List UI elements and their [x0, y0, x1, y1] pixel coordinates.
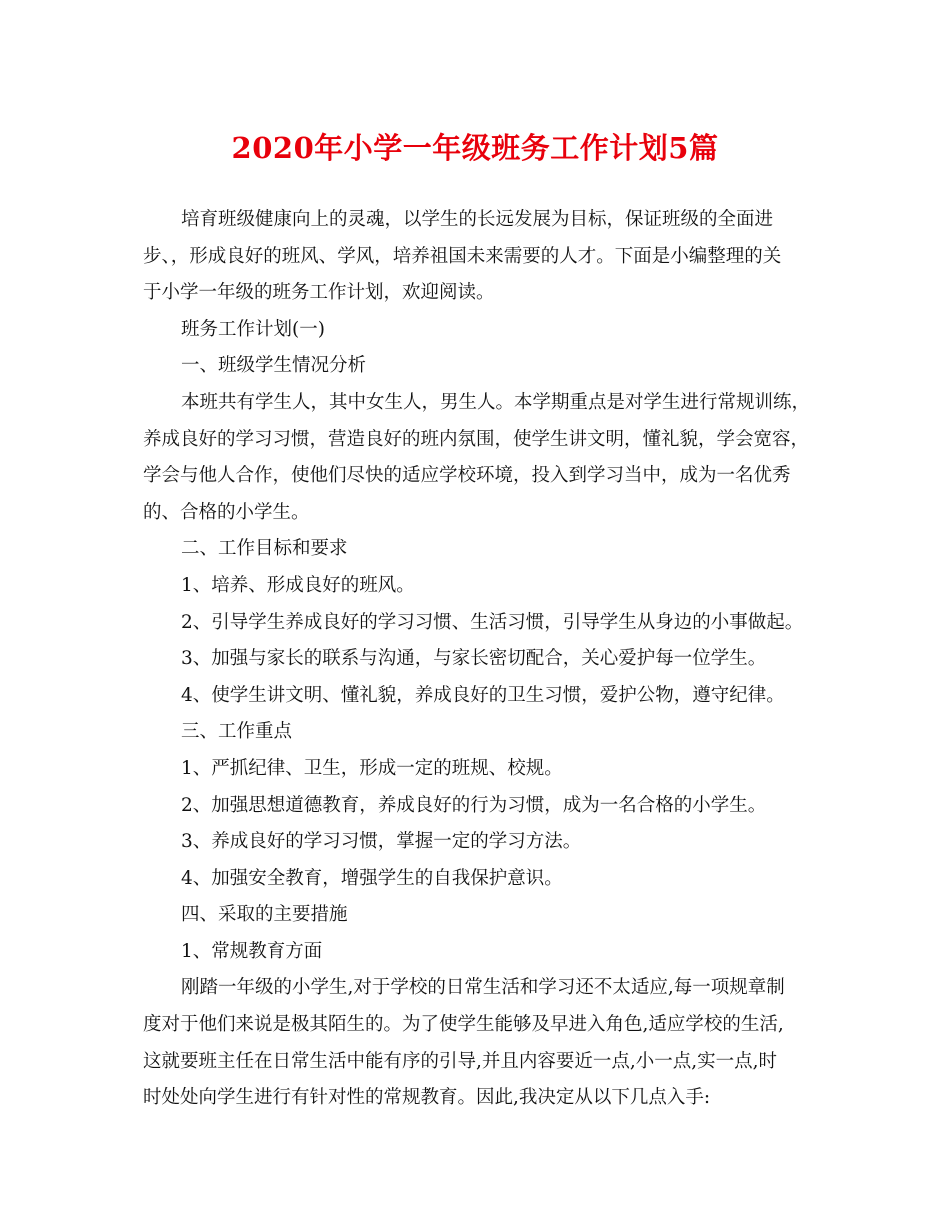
- body-line: 1、严抓纪律、卫生，形成一定的班规、校规。: [181, 757, 563, 779]
- body-line: 这就要班主任在日常生活中能有序的引导,并且内容要近一点,小一点,实一点,时: [143, 1050, 778, 1072]
- body-line: 本班共有学生人，其中女生人，男生人。本学期重点是对学生进行常规训练，: [181, 391, 811, 413]
- body-line: 4、加强安全教育，增强学生的自我保护意识。: [181, 867, 563, 889]
- body-line: 于小学一年级的班务工作计划，欢迎阅读。: [143, 282, 495, 304]
- body-line: 3、养成良好的学习习惯，掌握一定的学习方法。: [181, 831, 582, 853]
- body-line: 1、培养、形成良好的班风。: [181, 574, 415, 596]
- body-line: 时处处向学生进行有针对性的常规教育。因此,我决定从以下几点入手:: [143, 1087, 711, 1109]
- body-line: 度对于他们来说是极其陌生的。为了使学生能够及早进入角色,适应学校的生活,: [143, 1014, 784, 1036]
- body-line: 三、工作重点: [181, 721, 293, 743]
- body-line: 2、加强思想道德教育，养成良好的行为习惯，成为一名合格的小学生。: [181, 794, 767, 816]
- body-line: 3、加强与家长的联系与沟通，与家长密切配合，关心爱护每一位学生。: [181, 648, 767, 670]
- body-line: 步、，形成良好的班风、学风，培养祖国未来需要的人才。下面是小编整理的关: [143, 245, 782, 267]
- body-line: 班务工作计划(一): [181, 318, 325, 340]
- document-body: [143, 202, 811, 1117]
- body-line: 养成良好的学习习惯，营造良好的班内氛围，使学生讲文明，懂礼貌，学会宽容，: [143, 428, 810, 450]
- body-line: 二、工作目标和要求: [181, 538, 348, 560]
- document-title: 2020年小学一年级班务工作计划5篇: [231, 131, 719, 165]
- body-line: 2、引导学生养成良好的学习习惯、生活习惯，引导学生从身边的小事做起。: [181, 611, 804, 633]
- body-line: 1、常规教育方面: [181, 940, 323, 962]
- body-line: 学会与他人合作，使他们尽快的适应学校环境，投入到学习当中，成为一名优秀: [143, 465, 791, 487]
- body-line: 刚踏一年级的小学生,对于学校的日常生活和学习还不太适应,每一项规章制: [181, 977, 785, 999]
- body-line: 4、使学生讲文明、懂礼貌，养成良好的卫生习惯，爱护公物，遵守纪律。: [181, 684, 785, 706]
- body-line: 一、班级学生情况分析: [181, 355, 367, 377]
- body-line: 四、采取的主要措施: [181, 904, 348, 926]
- body-line: 的、合格的小学生。: [143, 501, 310, 523]
- body-line: 培育班级健康向上的灵魂，以学生的长远发展为目标，保证班级的全面进: [181, 209, 774, 230]
